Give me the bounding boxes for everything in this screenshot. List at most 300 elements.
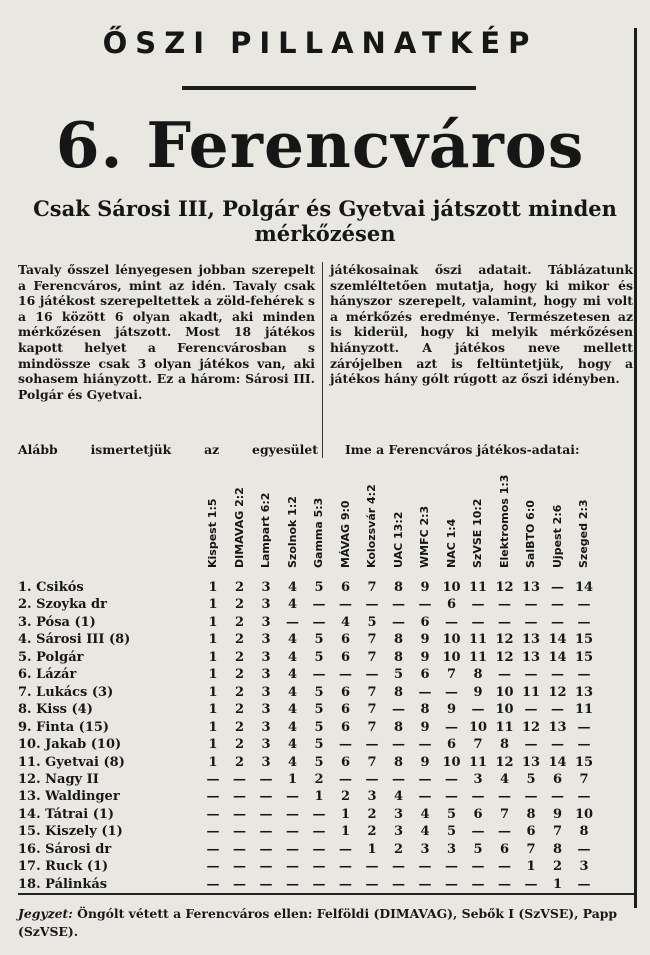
table-cell: 4	[499, 771, 510, 787]
table-cell: 8	[473, 667, 483, 683]
table-cell: 1	[208, 737, 218, 753]
player-name: 14. Tátrai (1)	[18, 806, 115, 822]
table-cell: 5	[314, 754, 324, 770]
table-cell: 5	[446, 824, 457, 840]
table-cell: 6	[340, 719, 351, 735]
table-cell: 8	[526, 806, 536, 822]
table-cell: 7	[367, 719, 377, 735]
table-cell: —	[498, 614, 511, 630]
player-name: 15. Kiszely (1)	[18, 824, 123, 840]
table-cell: —	[524, 597, 538, 613]
table-cell: 2	[234, 702, 245, 718]
table-cell: 3	[261, 614, 271, 630]
table-cell: 2	[234, 632, 245, 648]
column-header: SzVSE 10:2	[471, 498, 484, 568]
table-cell: 2	[340, 789, 351, 805]
table-cell: 6	[340, 649, 351, 665]
table-cell: —	[206, 806, 220, 822]
column-header: Ujpest 2:6	[550, 504, 564, 568]
table-cell: 7	[552, 824, 563, 840]
table-cell: —	[312, 859, 326, 875]
table-cell: 13	[521, 754, 541, 770]
table-cell: —	[577, 789, 591, 805]
table-cell: 1	[367, 841, 377, 857]
table-cell: —	[551, 597, 564, 613]
table-cell: —	[392, 771, 405, 787]
table-cell: 8	[579, 824, 589, 840]
table-cell: 1	[340, 806, 351, 822]
table-cell: 5	[473, 841, 483, 857]
table-cell: 6	[340, 580, 351, 595]
table-cell: 6	[552, 771, 563, 787]
table-cell: 6	[340, 684, 351, 700]
table-cell: —	[418, 597, 432, 613]
table-cell: —	[471, 597, 485, 613]
table-cell: 5	[314, 580, 324, 595]
table-cell: —	[418, 789, 432, 805]
table-cell: 5	[314, 684, 324, 700]
table-cell: —	[498, 876, 511, 892]
table-cell: 2	[234, 719, 245, 735]
table-cell: 13	[521, 649, 541, 665]
table-cell: —	[286, 824, 299, 840]
table-cell: —	[524, 702, 538, 718]
table-cell: —	[471, 876, 485, 892]
table-cell: —	[259, 789, 273, 805]
table-cell: —	[551, 702, 564, 718]
table-cell: —	[339, 667, 352, 683]
table-cell: 4	[420, 824, 430, 840]
table-cell: 4	[287, 649, 298, 665]
table-lead-left: Alább ismertetjük az egyesület	[18, 442, 318, 457]
table-cell: 4	[287, 702, 298, 718]
table-cell: 12	[495, 580, 514, 595]
table-cell: 11	[574, 702, 594, 718]
table-cell: 7	[367, 754, 377, 770]
table-cell: 8	[499, 737, 510, 753]
column-header: UAC 13:2	[391, 511, 405, 568]
table-cell: —	[551, 737, 564, 753]
table-cell: 1	[526, 859, 536, 875]
table-cell: 12	[495, 754, 514, 770]
player-name: 12. Nagy II	[18, 771, 99, 787]
footnote	[18, 905, 630, 941]
table-cell: —	[286, 876, 299, 892]
table-cell: —	[577, 614, 591, 630]
table-cell: 6	[473, 806, 483, 822]
table-cell: 14	[574, 580, 594, 595]
table-cell: —	[498, 824, 511, 840]
table-cell: 1	[208, 702, 218, 718]
table-cell: 2	[234, 614, 245, 630]
table-cell: 5	[314, 719, 324, 735]
table-cell: —	[233, 876, 246, 892]
column-header: WMFC 2:3	[418, 505, 431, 568]
table-cell: —	[392, 597, 405, 613]
table-cell: 4	[287, 719, 298, 735]
table-cell: —	[339, 737, 352, 753]
column-header: Lampart 6:2	[259, 492, 272, 568]
table-cell: 4	[287, 597, 298, 613]
table-cell: 6	[446, 737, 457, 753]
table-cell: 1	[552, 876, 563, 892]
article-column-right	[330, 262, 633, 387]
table-cell: —	[445, 719, 458, 735]
table-cell: 4	[340, 614, 351, 630]
table-cell: —	[286, 859, 299, 875]
table-cell: —	[524, 876, 538, 892]
table-cell: —	[339, 597, 352, 613]
table-cell: —	[339, 876, 352, 892]
table-cell: —	[524, 737, 538, 753]
table-cell: —	[418, 859, 432, 875]
table-cell: 10	[442, 754, 461, 770]
table-cell: —	[445, 876, 458, 892]
player-name: 3. Pósa (1)	[18, 614, 96, 630]
table-cell: —	[312, 614, 326, 630]
table-cell: 3	[473, 771, 483, 787]
table-cell: —	[339, 841, 352, 857]
table-cell: 2	[234, 737, 245, 753]
table-cell: 14	[548, 649, 567, 665]
table-cell: 2	[234, 754, 245, 770]
table-cell: 4	[287, 580, 298, 595]
table-cell: 13	[521, 580, 541, 595]
column-header: NAC 1:4	[444, 518, 458, 568]
table-cell: 6	[526, 824, 536, 840]
table-cell: 9	[552, 806, 563, 822]
table-cell: 2	[234, 684, 245, 700]
table-cell: 15	[574, 754, 594, 770]
table-cell: —	[418, 876, 432, 892]
table-cell: 8	[393, 649, 404, 665]
table-cell: —	[445, 614, 458, 630]
table-cell: —	[259, 859, 273, 875]
table-cell: 2	[234, 667, 245, 683]
table-cell: 12	[495, 649, 514, 665]
table-cell: —	[365, 597, 379, 613]
player-name: 9. Finta (15)	[18, 719, 110, 735]
table-cell: 5	[314, 632, 324, 648]
table-cell: 2	[314, 771, 324, 787]
column-header: Szeged 2:3	[577, 499, 590, 568]
table-cell: 1	[208, 580, 218, 595]
table-cell: —	[286, 614, 299, 630]
footnote-text: Öngólt vétett a Ferencváros ellen: Felföldi (DIMAVAG), Sebők I (SzVSE), Papp (SzVSE).	[18, 906, 618, 939]
table-cell: 1	[208, 597, 218, 613]
table-cell: 3	[261, 737, 271, 753]
table-cell: —	[206, 859, 220, 875]
table-cell: 15	[574, 649, 594, 665]
table-cell: 2	[234, 580, 245, 595]
table-cell: —	[551, 614, 564, 630]
table-cell: 3	[446, 841, 457, 857]
table-cell: 9	[473, 684, 483, 700]
table-cell: 3	[261, 754, 271, 770]
table-cell: 12	[548, 684, 567, 700]
table-cell: —	[286, 841, 299, 857]
table-cell: —	[418, 684, 432, 700]
table-cell: 6	[499, 841, 510, 857]
table-cell: —	[206, 771, 220, 787]
table-cell: —	[577, 876, 591, 892]
table-cell: 7	[367, 684, 377, 700]
table-cell: —	[577, 597, 591, 613]
table-cell: —	[392, 859, 405, 875]
table-cell: —	[365, 667, 379, 683]
table-cell: 4	[287, 667, 298, 683]
table-cell: —	[471, 824, 485, 840]
table-cell: 1	[208, 632, 218, 648]
player-name: 2. Szoyka dr	[18, 597, 107, 613]
table-cell: —	[498, 667, 511, 683]
table-cell: —	[312, 841, 326, 857]
table-cell: 8	[393, 684, 404, 700]
article-column-left	[18, 262, 315, 402]
table-cell: —	[471, 702, 485, 718]
table-cell: 3	[261, 580, 271, 595]
table-cell: 3	[261, 684, 271, 700]
table-cell: —	[392, 614, 405, 630]
table-cell: 7	[367, 632, 377, 648]
table-cell: 5	[367, 614, 377, 630]
table-cell: —	[577, 719, 591, 735]
table-cell: —	[259, 824, 273, 840]
table-cell: 12	[495, 632, 514, 648]
table-cell: 2	[234, 597, 245, 613]
column-header: DIMAVAG 2:2	[232, 487, 246, 568]
table-cell: —	[524, 789, 538, 805]
table-cell: 5	[526, 771, 536, 787]
player-name: 4. Sárosi III (8)	[18, 632, 131, 648]
table-cell: —	[445, 771, 458, 787]
player-name: 1. Csikós	[18, 580, 84, 595]
table-cell: 4	[287, 684, 298, 700]
table-cell: 10	[574, 806, 594, 822]
table-cell: 1	[208, 614, 218, 630]
table-cell: —	[259, 841, 273, 857]
table-cell: —	[233, 771, 246, 787]
table-cell: 10	[442, 649, 461, 665]
table-cell: 3	[393, 824, 404, 840]
column-header: Elektromos 1:3	[497, 474, 511, 568]
table-cell: 1	[208, 649, 218, 665]
table-cell: —	[206, 841, 220, 857]
table-cell: 6	[340, 632, 351, 648]
table-cell: —	[498, 597, 511, 613]
table-cell: —	[206, 789, 220, 805]
table-cell: 3	[261, 597, 271, 613]
table-cell: 4	[393, 789, 404, 805]
table-cell: —	[551, 667, 564, 683]
table-cell: 9	[420, 719, 430, 735]
table-cell: —	[498, 859, 511, 875]
column-header: Kolozsvár 4:2	[365, 484, 378, 568]
table-cell: —	[233, 859, 246, 875]
player-name: 5. Polgár	[18, 649, 84, 665]
table-cell: 8	[393, 754, 404, 770]
table-cell: 1	[287, 771, 298, 787]
player-name: 7. Lukács (3)	[18, 684, 114, 700]
footnote-label: Jegyzet:	[18, 906, 73, 921]
table-cell: —	[392, 876, 405, 892]
table-cell: 7	[446, 667, 457, 683]
table-cell: 11	[468, 649, 488, 665]
table-cell: 6	[420, 614, 430, 630]
player-name: 13. Waldinger	[18, 789, 120, 805]
table-cell: 2	[234, 649, 245, 665]
table-cell: 3	[261, 667, 271, 683]
kicker-underline	[182, 86, 476, 90]
section-kicker: ŐSZI PILLANATKÉP	[102, 26, 538, 60]
table-cell: —	[286, 789, 299, 805]
table-cell: 1	[208, 684, 218, 700]
column-header: MÁVAG 9:0	[338, 500, 352, 568]
table-cell: —	[233, 824, 246, 840]
player-name: 17. Ruck (1)	[18, 859, 109, 875]
table-cell: 14	[548, 632, 567, 648]
table-cell: 5	[314, 649, 324, 665]
table-cell: 8	[420, 702, 430, 718]
table-cell: —	[418, 737, 432, 753]
table-cell: 11	[521, 684, 541, 700]
table-cell: 7	[499, 806, 510, 822]
table-cell: 7	[579, 771, 589, 787]
table-cell: —	[233, 841, 246, 857]
table-cell: 5	[446, 806, 457, 822]
table-cell: 13	[574, 684, 594, 700]
table-cell: 4	[287, 737, 298, 753]
table-cell: 5	[314, 737, 324, 753]
table-cell: 8	[552, 841, 563, 857]
table-cell: 8	[393, 719, 404, 735]
player-name: 16. Sárosi dr	[18, 841, 112, 857]
table-cell: 7	[526, 841, 536, 857]
table-cell: 8	[393, 632, 404, 648]
table-cell: 3	[579, 859, 589, 875]
table-cell: 2	[393, 841, 404, 857]
table-cell: —	[498, 789, 511, 805]
table-cell: 2	[367, 806, 377, 822]
table-cell: 9	[420, 580, 430, 595]
table-cell: 10	[442, 632, 461, 648]
table-cell: 9	[420, 754, 430, 770]
column-header: Szolnok 1:2	[285, 496, 299, 568]
table-cell: 10	[495, 684, 514, 700]
table-cell: 3	[393, 806, 404, 822]
article-text-left: Tavaly ősszel lényegesen jobban szerepelt a Ferencváros, mint az idén. Tavaly csak 16 játékost szerepeltettek a zöld-fehérek s a 16 között 6 olyan akadt, aki minden mérkőzésen játszott. Most 18 játékos kapott helyet a Ferencvárosban s mindössze csak 3 olyan játékos van, aki sohasem hiányzott. Ez a három: Sárosi III. Polgár és Gyetvai.	[18, 262, 315, 402]
table-cell: 6	[340, 754, 351, 770]
headline: 6. Ferencváros	[55, 108, 585, 182]
table-cell: —	[312, 806, 326, 822]
table-cell: —	[471, 859, 485, 875]
table-cell: —	[206, 824, 220, 840]
table-cell: —	[365, 859, 379, 875]
table-cell: —	[524, 614, 538, 630]
table-cell: —	[312, 824, 326, 840]
table-cell: 1	[208, 667, 218, 683]
table-cell: 9	[420, 632, 430, 648]
column-divider	[322, 262, 323, 458]
table-cell: 11	[468, 754, 488, 770]
table-cell: 13	[521, 632, 541, 648]
table-cell: 3	[261, 719, 271, 735]
player-name: 18. Pálinkás	[18, 876, 108, 892]
table-cell: 4	[420, 806, 430, 822]
table-cell: 5	[314, 702, 324, 718]
table-cell: 3	[420, 841, 430, 857]
table-cell: —	[445, 684, 458, 700]
table-cell: —	[524, 667, 538, 683]
table-cell: 8	[393, 580, 404, 595]
table-cell: 1	[208, 754, 218, 770]
table-cell: —	[259, 876, 273, 892]
table-cell: 9	[446, 702, 457, 718]
table-cell: 3	[261, 632, 271, 648]
table-cell: 14	[548, 754, 567, 770]
table-cell: —	[312, 597, 326, 613]
table-cell: 4	[287, 754, 298, 770]
table-cell: 9	[420, 649, 430, 665]
table-cell: —	[365, 771, 379, 787]
table-cell: 15	[574, 632, 594, 648]
table-cell: 5	[393, 667, 404, 683]
table-cell: 10	[495, 702, 514, 718]
table-cell: —	[551, 789, 564, 805]
table-cell: 11	[468, 580, 488, 595]
table-cell: 13	[548, 719, 567, 735]
table-bottom-rule	[18, 893, 634, 895]
table-cell: —	[312, 667, 326, 683]
table-cell: —	[577, 737, 591, 753]
table-cell: 10	[468, 719, 488, 735]
column-header: Gamma 5:3	[312, 497, 325, 568]
table-cell: 12	[521, 719, 541, 735]
table-cell: 11	[468, 632, 488, 648]
table-cell: —	[259, 806, 273, 822]
table-cell: —	[577, 667, 591, 683]
subheadline: Csak Sárosi III, Polgár és Gyetvai játszott minden mérkőzésen	[33, 196, 617, 246]
table-lead-right: Ime a Ferencváros játékos-adatai:	[345, 442, 580, 457]
player-name: 10. Jakab (10)	[18, 737, 122, 753]
table-cell: 2	[552, 859, 563, 875]
table-cell: 1	[340, 824, 351, 840]
table-cell: —	[365, 737, 379, 753]
table-cell: 11	[495, 719, 514, 735]
table-cell: 6	[420, 667, 430, 683]
table-cell: 7	[367, 702, 377, 718]
column-header: Kispest 1:5	[206, 498, 219, 568]
player-name: 8. Kiss (4)	[18, 702, 93, 718]
table-cell: —	[577, 841, 591, 857]
table-cell: —	[339, 771, 352, 787]
table-cell: —	[233, 806, 246, 822]
table-cell: 6	[340, 702, 351, 718]
table-cell: 3	[261, 649, 271, 665]
table-cell: 3	[261, 702, 271, 718]
table-cell: —	[418, 771, 432, 787]
table-cell: —	[392, 737, 405, 753]
table-cell: 7	[473, 737, 483, 753]
table-cell: —	[471, 614, 485, 630]
table-cell: 2	[367, 824, 377, 840]
player-name: 6. Lázár	[18, 667, 77, 683]
table-cell: —	[312, 876, 326, 892]
table-cell: 1	[314, 789, 324, 805]
table-cell: —	[392, 702, 405, 718]
table-cell: —	[339, 859, 352, 875]
table-cell: 6	[446, 597, 457, 613]
